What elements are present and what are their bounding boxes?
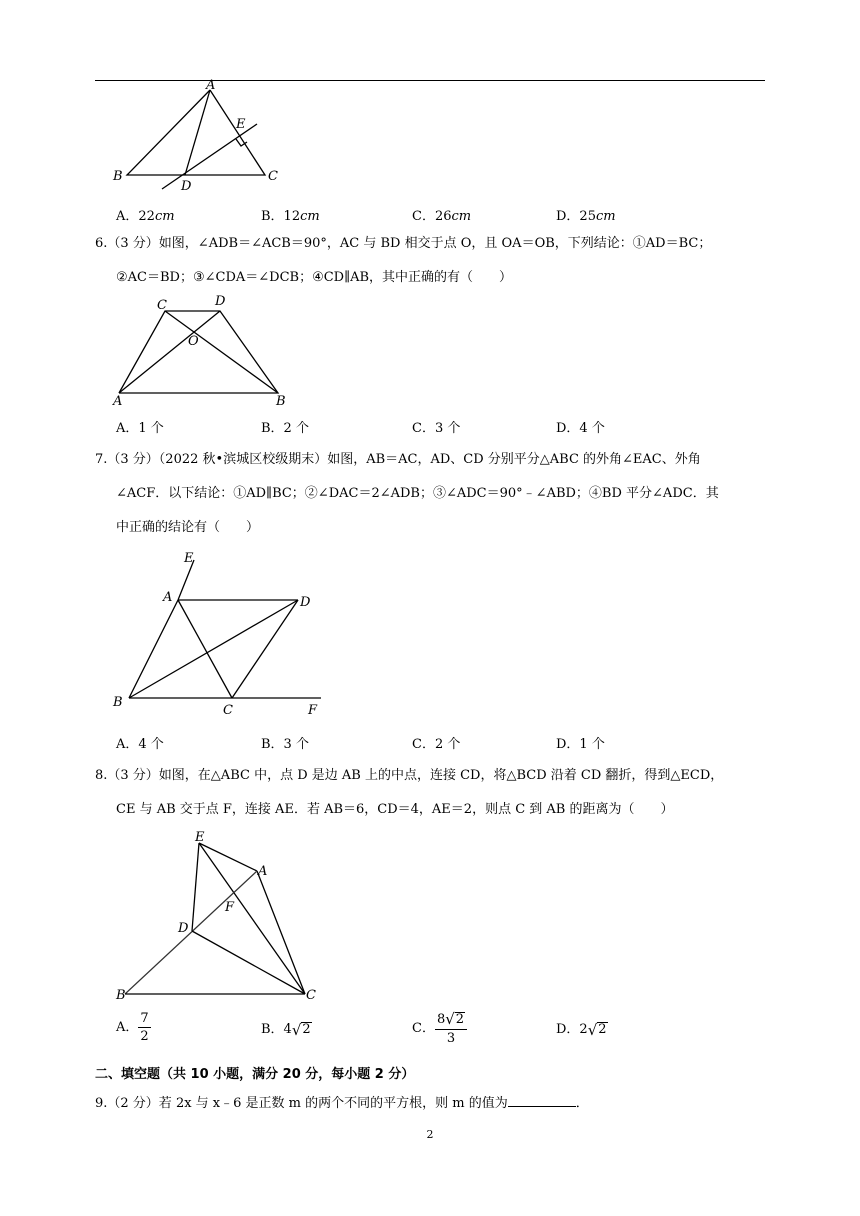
segment-dc [192, 931, 305, 994]
label-a: A [206, 78, 216, 93]
q5-option-a[interactable]: A．22cm [116, 209, 175, 224]
label-c: C [306, 988, 316, 1003]
label-o: O [188, 334, 199, 349]
segment-ec [199, 843, 305, 994]
q7-option-b[interactable]: B．3 个 [261, 737, 309, 752]
question-9 [95, 1087, 767, 1121]
question-8 [95, 759, 767, 827]
q8-option-d[interactable]: D．2 √ 2 [556, 1020, 607, 1039]
header-rule [95, 80, 765, 81]
figure-q5 [105, 78, 285, 194]
label-b: B [113, 695, 123, 710]
q7-line-3: 中正确的结论有（ ） [116, 520, 260, 535]
answer-blank[interactable] [508, 1094, 576, 1107]
q8-line-1: 8.（3 分）如图，在△ABC 中，点 D 是边 AB 上的中点，连接 CD，将△BCD 沿着 CD 翻折，得到△ECD， [95, 768, 724, 783]
question-6 [95, 227, 767, 295]
diagonal-bc [165, 311, 278, 393]
q8-line-2: CE 与 AB 交于点 F，连接 AE．若 AB＝6，CD＝4，AE＝2，则点 C 到 AB 的距离为（ ） [116, 802, 674, 817]
diagonal-ad [119, 311, 220, 393]
label-e: E [236, 117, 246, 132]
q9-line-1: 9.（2 分）若 2x 与 x﹣6 是正数 m 的两个不同的平方根，则 m 的值为 ． [95, 1096, 589, 1111]
label-a: A [113, 394, 123, 409]
label-d: D [300, 595, 311, 610]
q5-option-d[interactable]: D．25cm [556, 209, 616, 224]
perpendicular-line-de [162, 124, 257, 189]
q6-line-1: 6.（3 分）如图，∠ADB＝∠ACB＝90°，AC 与 BD 相交于点 O，且 OA＝OB，下列结论：①AD＝BC； [95, 236, 712, 251]
q8-option-c[interactable]: C． 8 √ 2 3 [412, 1012, 467, 1045]
label-d: D [181, 179, 192, 194]
label-c: C [268, 169, 278, 184]
segment-ea [199, 843, 257, 871]
segment-cd [232, 600, 298, 698]
q7-option-c[interactable]: C．2 个 [412, 737, 461, 752]
q5-options [116, 205, 756, 225]
q6-line-2: ②AC＝BD；③∠CDA＝∠DCB；④CD∥AB，其中正确的有（ ） [116, 270, 513, 285]
q6-option-c[interactable]: C．3 个 [412, 421, 461, 436]
figure-q6 [108, 293, 293, 408]
segment-ac [257, 871, 305, 994]
question-7 [95, 443, 767, 545]
q7-option-a[interactable]: A．4 个 [116, 737, 164, 752]
q8-options [116, 1012, 756, 1052]
q6-options [116, 417, 756, 437]
label-c: C [223, 703, 233, 718]
label-a: A [163, 590, 173, 605]
q7-line-2: ∠ACF．以下结论：①AD∥BC；②∠DAC＝2∠ADB；③∠ADC＝90°﹣∠ABD；④BD 平分∠ADC．其 [116, 486, 719, 501]
q7-options [116, 733, 756, 753]
figure-q7 [108, 548, 338, 718]
label-d: D [178, 921, 189, 936]
q6-option-d[interactable]: D．4 个 [556, 421, 605, 436]
q5-option-c[interactable]: C．26cm [412, 209, 472, 224]
trapezoid-acdb [119, 311, 278, 393]
segment-ab [125, 871, 257, 994]
label-b: B [116, 988, 126, 1003]
q5-option-b[interactable]: B．12cm [261, 209, 320, 224]
q7-option-d[interactable]: D．1 个 [556, 737, 605, 752]
section-2-title: 二、填空题（共 10 小题，满分 20 分，每小题 2 分） [95, 1067, 415, 1082]
label-b: B [276, 394, 286, 409]
page-number: 2 [426, 1128, 434, 1141]
q6-option-a[interactable]: A．1 个 [116, 421, 164, 436]
label-e: E [195, 830, 205, 845]
label-c: C [157, 298, 167, 313]
label-e: E [184, 551, 194, 566]
label-f: F [308, 703, 318, 718]
label-f: F [225, 900, 235, 915]
ray-ae [178, 560, 194, 600]
q8-option-a[interactable]: A． $\frac{7}{2}$ [116, 1011, 149, 1044]
q6-option-b[interactable]: B．2 个 [261, 421, 309, 436]
label-b: B [113, 169, 123, 184]
q8-option-b[interactable]: B．4 √ 2 [261, 1020, 311, 1039]
q7-line-1: 7.（3 分）（2022 秋•滨城区校级期末）如图，AB＝AC，AD、CD 分别平分△ABC 的外角∠EAC、外角 [95, 452, 701, 467]
segment-bd [129, 600, 298, 698]
segment-ac [178, 600, 232, 698]
figure-q8 [108, 825, 328, 1005]
label-d: D [215, 294, 226, 309]
label-a: A [258, 864, 268, 879]
segment-ed [192, 843, 199, 931]
